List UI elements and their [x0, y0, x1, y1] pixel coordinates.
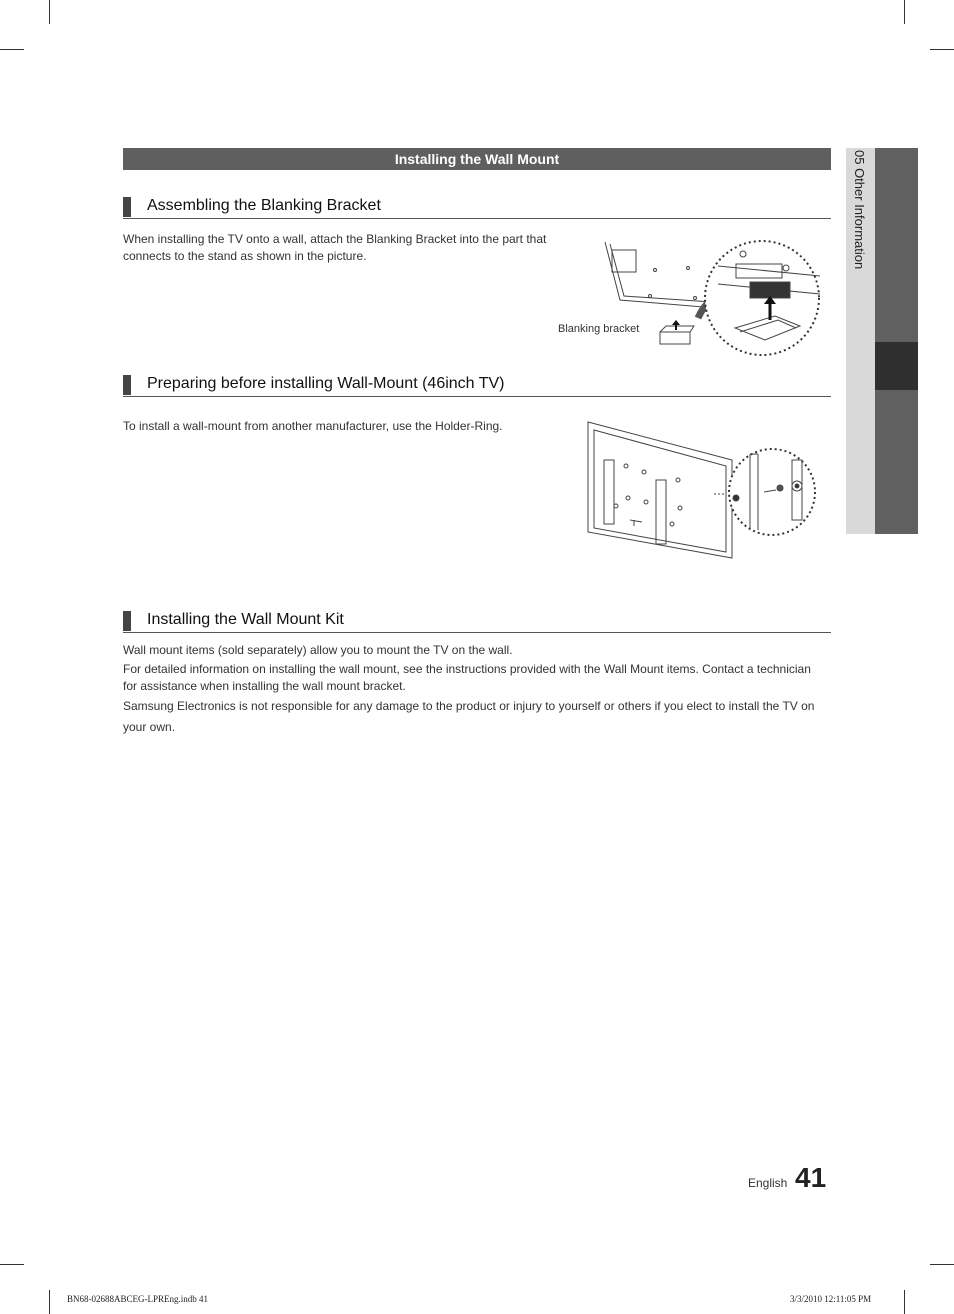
paragraph: For detailed information on installing the wall mount, see the instructions provided with the Wall Mount items. Contact a technician for assistance when installing the wall mount bracket.: [123, 662, 811, 693]
section-heading: [123, 374, 831, 397]
crop-mark: [904, 0, 905, 24]
paragraph: Wall mount items (sold separately) allow you to mount the TV on the wall.: [123, 643, 513, 657]
holder-ring-figure: [586, 420, 818, 560]
blanking-bracket-figure: [600, 236, 825, 358]
crop-mark: [49, 1290, 50, 1314]
section-title: Installing the Wall Mount Kit: [147, 611, 344, 628]
section-heading: [123, 196, 831, 219]
paragraph: Samsung Electronics is not responsible for any damage to the product or injury to yourself or others if you elect to install the TV on your own.: [123, 699, 815, 734]
heading-bar: [123, 611, 131, 631]
figure-label: Blanking bracket: [558, 323, 640, 335]
chapter-banner: Installing the Wall Mount: [123, 148, 831, 170]
side-tab-marker: [875, 342, 918, 390]
print-slug: BN68-02688ABCEG-LPREng.indb 41: [67, 1294, 209, 1304]
section-title: Assembling the Blanking Bracket: [147, 197, 381, 214]
heading-bar: [123, 375, 131, 395]
section-heading: [123, 610, 831, 633]
crop-mark: [49, 0, 50, 24]
page-number: 41: [795, 1162, 827, 1193]
crop-mark: [0, 1264, 24, 1265]
footer-language: English: [748, 1176, 788, 1190]
print-timestamp: 3/3/2010 12:11:05 PM: [790, 1294, 872, 1304]
crop-mark: [904, 1290, 905, 1314]
section-title: Preparing before installing Wall-Mount (46inch TV): [147, 375, 505, 392]
section-text: To install a wall-mount from another manufacturer, use the Holder-Ring.: [123, 419, 503, 433]
crop-mark: [930, 49, 954, 50]
heading-bar: [123, 197, 131, 217]
crop-mark: [930, 1264, 954, 1265]
crop-mark: [0, 49, 24, 50]
side-tab-label: 05 Other Information: [852, 150, 867, 270]
side-tab-stripe: [875, 148, 918, 534]
section-text: When installing the TV onto a wall, attach the Blanking Bracket into the part that connects to the stand as shown in the picture.: [123, 232, 547, 263]
